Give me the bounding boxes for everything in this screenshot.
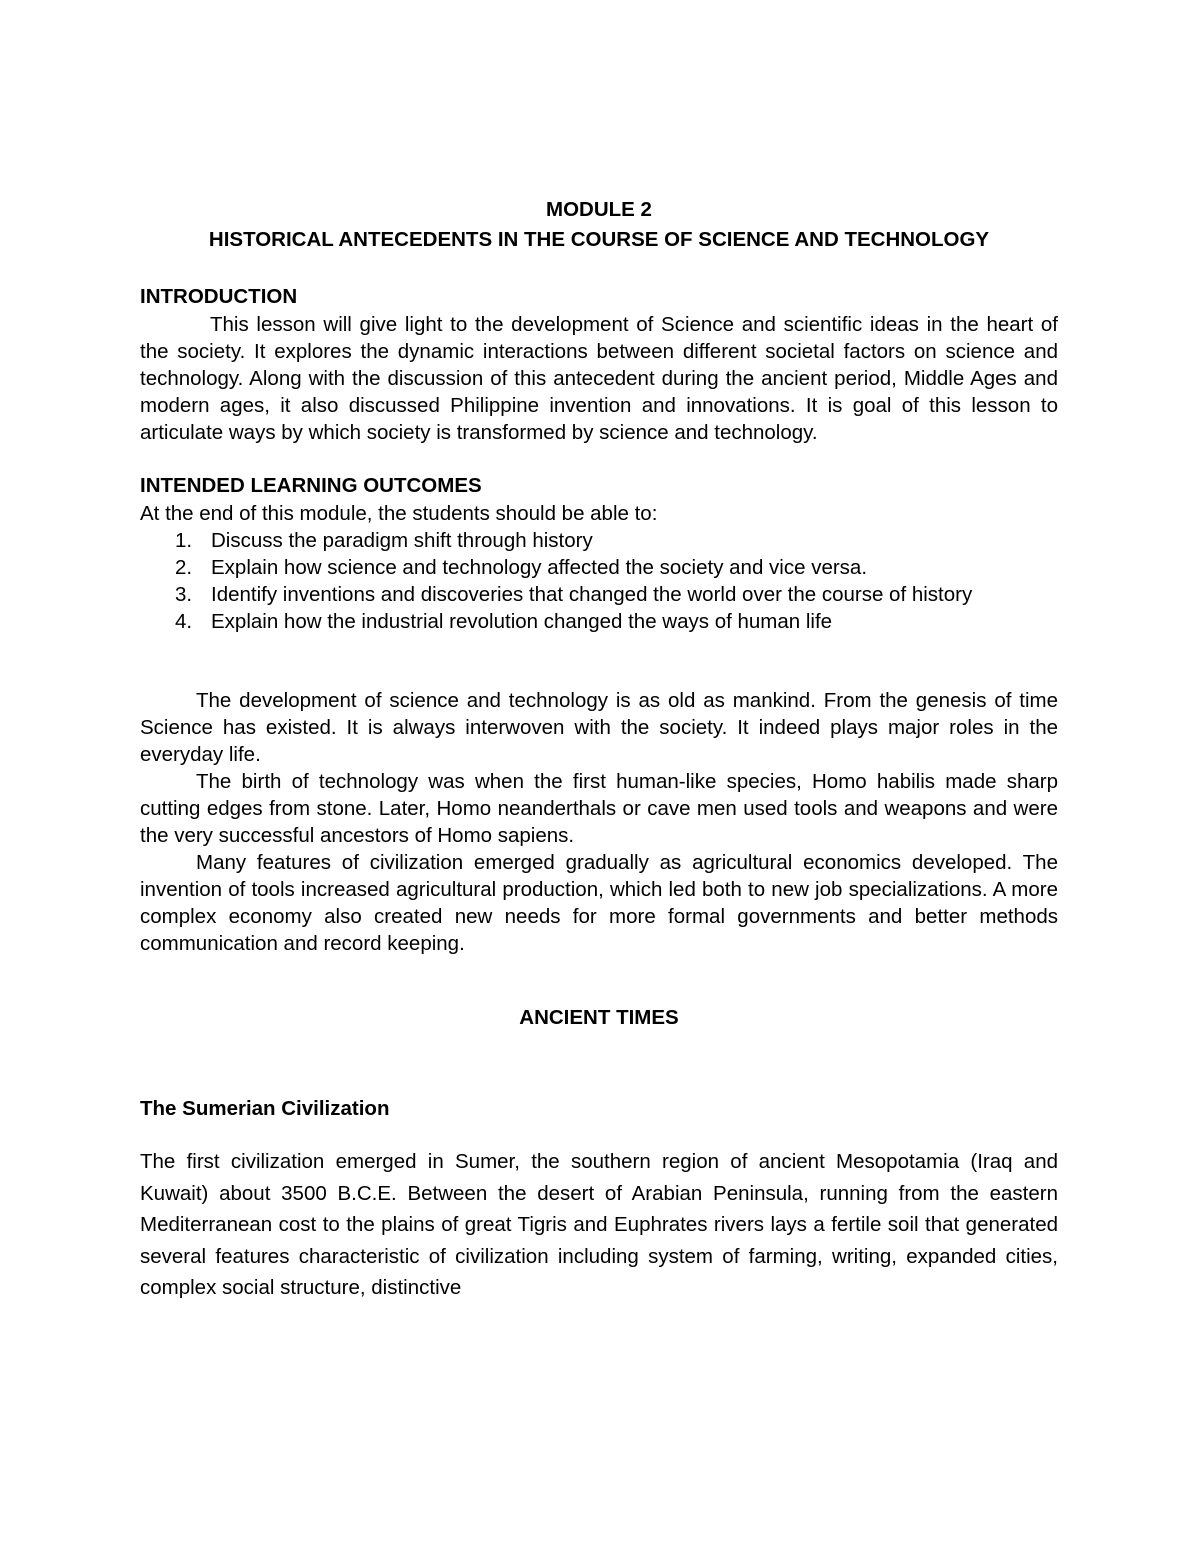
body-paragraph: Many features of civilization emerged gradually as agricultural economics developed. The invention of tools increased agricultural production, which led both to new job specializations. A more complex economy also created new needs for more formal governments and better methods communication and record keeping.: [140, 851, 1058, 955]
introduction-heading: INTRODUCTION: [140, 285, 298, 308]
list-item-text: Discuss the paradigm shift through history: [211, 529, 593, 552]
module-title: HISTORICAL ANTECEDENTS IN THE COURSE OF SCIENCE AND TECHNOLOGY: [208, 228, 990, 251]
list-item-text: Explain how science and technology affected the society and vice versa.: [211, 556, 868, 579]
list-item-number: 1.: [175, 529, 193, 552]
list-item-number: 2.: [175, 556, 193, 579]
body-paragraph: The development of science and technology is as old as mankind. From the genesis of time Science has existed. It is always interwoven with the society. It indeed plays major roles in the everyday life.: [140, 689, 1058, 766]
list-item: [140, 554, 1058, 581]
outcomes-heading: INTENDED LEARNING OUTCOMES: [140, 474, 482, 497]
sumerian-text: The first civilization emerged in Sumer, the southern region of ancient Mesopotamia (Iraq and Kuwait) about 3500 B.C.E. Between the desert of Arabian Peninsula, running from the eastern Mediterranean cost to the plains of great Tigris and Euphrates rivers lays a fertile soil that generated several features characteristic of civilization including system of farming, writing, expanded cities, complex social structure, distinctive: [140, 1150, 1058, 1299]
ancient-heading: ANCIENT TIMES: [519, 1006, 679, 1029]
list-item-number: 3.: [175, 583, 193, 606]
outcomes-list: [140, 527, 1058, 635]
body-paragraph: The birth of technology was when the first human-like species, Homo habilis made sharp cutting edges from stone. Later, Homo neanderthals or cave men used tools and weapons and were the very successful ancestors of Homo sapiens.: [140, 770, 1058, 847]
introduction-text: This lesson will give light to the development of Science and scientific ideas in the heart of the society. It explores the dynamic interactions between different societal factors on science and technology. Along with the discussion of this antecedent during the ancient period, Middle Ages and modern ages, it also discussed Philippine invention and innovations. It is goal of this lesson to articulate ways by which society is transformed by science and technology.: [140, 313, 1058, 444]
list-item: [140, 527, 1058, 554]
list-item-number: 4.: [175, 610, 193, 633]
document-page: [140, 195, 1058, 1304]
list-item: [140, 581, 1058, 608]
list-item-text: Explain how the industrial revolution changed the ways of human life: [211, 610, 833, 633]
list-item: [140, 608, 1058, 635]
sumerian-heading: The Sumerian Civilization: [140, 1097, 390, 1120]
list-item-text: Identify inventions and discoveries that changed the world over the course of history: [211, 583, 973, 606]
module-label: MODULE 2: [546, 198, 652, 221]
outcomes-lead: At the end of this module, the students should be able to:: [140, 502, 658, 525]
